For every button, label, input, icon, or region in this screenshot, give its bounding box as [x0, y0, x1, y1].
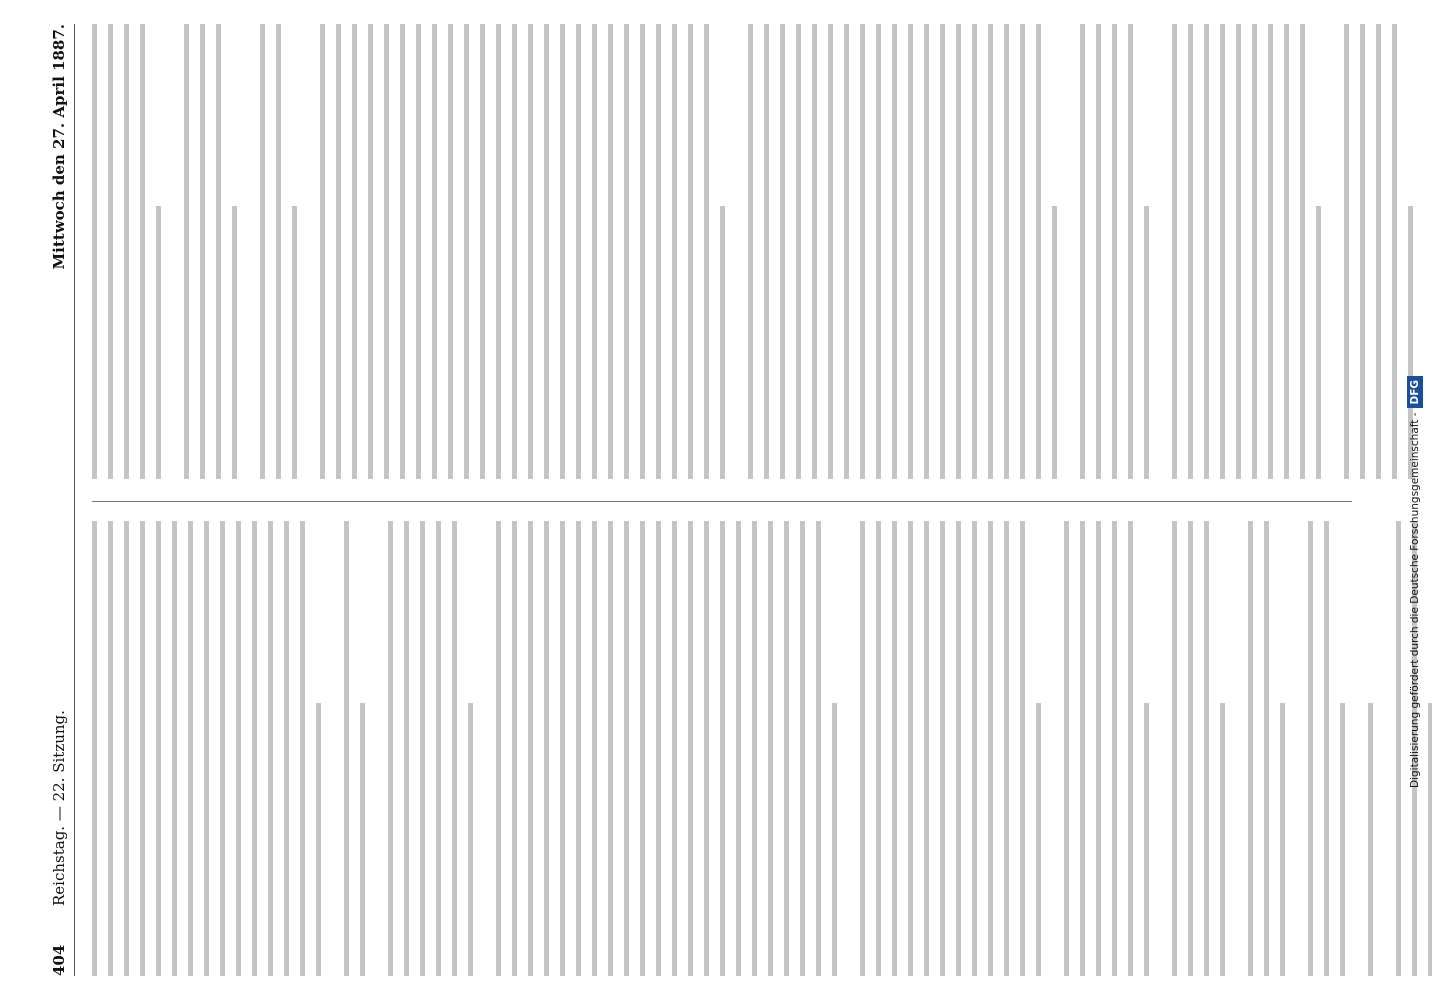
text-line-placeholder	[1112, 521, 1117, 976]
paragraph-gap	[376, 521, 388, 976]
text-line-placeholder	[1428, 703, 1432, 976]
text-line-placeholder	[924, 521, 929, 976]
text-line-placeholder	[1284, 24, 1289, 479]
text-line-placeholder	[1236, 24, 1241, 479]
text-line-placeholder	[268, 521, 273, 976]
text-line-placeholder	[252, 521, 257, 976]
text-line-placeholder	[748, 24, 753, 479]
column-divider	[92, 501, 1352, 502]
text-line-placeholder	[172, 521, 177, 976]
text-line-placeholder	[576, 521, 581, 976]
text-line-placeholder	[624, 521, 629, 976]
text-line-placeholder	[468, 703, 473, 976]
paragraph-gap	[848, 521, 860, 976]
text-line-placeholder	[752, 521, 757, 976]
text-line-placeholder	[1172, 24, 1177, 479]
text-line-placeholder	[988, 24, 993, 479]
text-line-placeholder	[124, 24, 129, 479]
text-line-placeholder	[956, 521, 961, 976]
text-line-placeholder	[876, 521, 881, 976]
text-line-placeholder	[832, 703, 837, 976]
text-line-placeholder	[828, 24, 833, 479]
text-line-placeholder	[1308, 521, 1313, 976]
text-line-placeholder	[796, 24, 801, 479]
text-line-placeholder	[360, 703, 365, 976]
text-line-placeholder	[892, 521, 897, 976]
text-line-placeholder	[108, 521, 113, 976]
text-line-placeholder	[1096, 521, 1101, 976]
text-line-placeholder	[940, 24, 945, 479]
text-line-placeholder	[940, 521, 945, 976]
text-line-placeholder	[1340, 703, 1345, 976]
right-column	[92, 24, 1352, 479]
text-line-placeholder	[736, 521, 741, 976]
text-line-placeholder	[720, 206, 725, 479]
text-line-placeholder	[188, 521, 193, 976]
text-line-placeholder	[284, 521, 289, 976]
text-line-placeholder	[844, 24, 849, 479]
text-line-placeholder	[140, 24, 145, 479]
text-line-placeholder	[300, 521, 305, 976]
text-line-placeholder	[528, 521, 533, 976]
text-line-placeholder	[448, 24, 453, 479]
text-line-placeholder	[860, 24, 865, 479]
text-line-placeholder	[640, 521, 645, 976]
text-line-placeholder	[1360, 24, 1365, 479]
paragraph-gap	[1384, 521, 1396, 976]
text-line-placeholder	[512, 24, 517, 479]
text-line-placeholder	[184, 24, 189, 479]
paragraph-gap	[1052, 521, 1064, 976]
text-line-placeholder	[464, 24, 469, 479]
text-line-placeholder	[688, 24, 693, 479]
text-line-placeholder	[496, 24, 501, 479]
text-line-placeholder	[1080, 24, 1085, 479]
text-line-placeholder	[1344, 24, 1349, 479]
text-line-placeholder	[1020, 521, 1025, 976]
text-line-placeholder	[656, 24, 661, 479]
text-line-placeholder	[232, 206, 237, 479]
text-line-placeholder	[384, 24, 389, 479]
text-line-placeholder	[1220, 24, 1225, 479]
text-line-placeholder	[1268, 24, 1273, 479]
text-line-placeholder	[1280, 703, 1285, 976]
text-line-placeholder	[1036, 703, 1041, 976]
text-line-placeholder	[972, 24, 977, 479]
text-line-placeholder	[480, 24, 485, 479]
text-line-placeholder	[200, 24, 205, 479]
text-line-placeholder	[1112, 24, 1117, 479]
text-line-placeholder	[816, 521, 821, 976]
text-line-placeholder	[812, 24, 817, 479]
text-line-placeholder	[216, 24, 221, 479]
text-line-placeholder	[316, 703, 321, 976]
text-line-placeholder	[972, 521, 977, 976]
paragraph-gap	[1356, 521, 1368, 976]
text-line-placeholder	[1220, 703, 1225, 976]
text-line-placeholder	[1392, 24, 1397, 479]
text-line-placeholder	[260, 24, 265, 479]
page-number: 404	[50, 944, 68, 976]
paragraph-gap	[172, 24, 184, 479]
text-line-placeholder	[544, 521, 549, 976]
text-line-placeholder	[1020, 24, 1025, 479]
text-line-placeholder	[1368, 703, 1373, 976]
text-line-placeholder	[344, 521, 349, 976]
text-line-placeholder	[292, 206, 297, 479]
text-line-placeholder	[1204, 521, 1209, 976]
text-line-placeholder	[784, 521, 789, 976]
text-line-placeholder	[656, 521, 661, 976]
text-line-placeholder	[1316, 206, 1321, 479]
text-line-placeholder	[688, 521, 693, 976]
text-line-placeholder	[420, 521, 425, 976]
text-line-placeholder	[908, 24, 913, 479]
text-line-placeholder	[1004, 24, 1009, 479]
text-line-placeholder	[576, 24, 581, 479]
text-line-placeholder	[496, 521, 501, 976]
text-line-placeholder	[276, 24, 281, 479]
left-column	[92, 521, 1352, 976]
text-line-placeholder	[1128, 24, 1133, 479]
dfg-badge: DFG	[1407, 376, 1423, 409]
text-line-placeholder	[92, 24, 97, 479]
text-line-placeholder	[1052, 206, 1057, 479]
text-line-placeholder	[432, 24, 437, 479]
text-line-placeholder	[924, 24, 929, 479]
text-line-placeholder	[1172, 521, 1177, 976]
text-line-placeholder	[1188, 24, 1193, 479]
text-line-placeholder	[1188, 521, 1193, 976]
text-line-placeholder	[704, 521, 709, 976]
text-line-placeholder	[876, 24, 881, 479]
paragraph-gap	[484, 521, 496, 976]
text-line-placeholder	[404, 521, 409, 976]
text-line-placeholder	[1376, 24, 1381, 479]
text-line-placeholder	[768, 521, 773, 976]
paragraph-gap	[332, 521, 344, 976]
text-line-placeholder	[1004, 521, 1009, 976]
text-line-placeholder	[640, 24, 645, 479]
text-line-placeholder	[908, 521, 913, 976]
text-line-placeholder	[1248, 521, 1253, 976]
text-line-placeholder	[608, 521, 613, 976]
text-line-placeholder	[1064, 521, 1069, 976]
text-line-placeholder	[352, 24, 357, 479]
header-right-text: Mittwoch den 27. April 1887.	[50, 24, 68, 270]
text-line-placeholder	[1300, 24, 1305, 479]
paragraph-gap	[248, 24, 260, 479]
digitization-credit	[1404, 8, 1426, 788]
text-line-placeholder	[220, 521, 225, 976]
text-line-placeholder	[140, 521, 145, 976]
text-line-placeholder	[560, 24, 565, 479]
text-line-placeholder	[780, 24, 785, 479]
text-line-placeholder	[800, 521, 805, 976]
paragraph-gap	[736, 24, 748, 479]
text-line-placeholder	[156, 206, 161, 479]
text-line-placeholder	[1144, 703, 1149, 976]
text-line-placeholder	[416, 24, 421, 479]
text-line-placeholder	[1324, 521, 1329, 976]
paragraph-gap	[1160, 521, 1172, 976]
running-header	[44, 24, 75, 976]
text-line-placeholder	[860, 521, 865, 976]
paragraph-gap	[1332, 24, 1344, 479]
paragraph-gap	[1296, 521, 1308, 976]
text-line-placeholder	[528, 24, 533, 479]
paragraph-gap	[1160, 24, 1172, 479]
text-line-placeholder	[624, 24, 629, 479]
text-line-placeholder	[156, 521, 161, 976]
text-line-placeholder	[512, 521, 517, 976]
text-line-placeholder	[1264, 521, 1269, 976]
text-line-placeholder	[1144, 206, 1149, 479]
text-line-placeholder	[92, 521, 97, 976]
paragraph-gap	[1068, 24, 1080, 479]
text-line-placeholder	[592, 24, 597, 479]
text-line-placeholder	[1036, 24, 1041, 479]
text-line-placeholder	[124, 521, 129, 976]
text-line-placeholder	[320, 24, 325, 479]
text-line-placeholder	[1252, 24, 1257, 479]
text-line-placeholder	[720, 521, 725, 976]
text-line-placeholder	[608, 24, 613, 479]
text-line-placeholder	[560, 521, 565, 976]
text-line-placeholder	[956, 24, 961, 479]
text-line-placeholder	[544, 24, 549, 479]
text-line-placeholder	[204, 521, 209, 976]
text-line-placeholder	[1396, 521, 1401, 976]
credit-text: Digitalisierung gefördert durch die Deutsche Forschungsgemeinschaft -	[1409, 412, 1421, 788]
paragraph-gap	[1236, 521, 1248, 976]
text-line-placeholder	[704, 24, 709, 479]
paragraph-gap	[308, 24, 320, 479]
text-line-placeholder	[592, 521, 597, 976]
text-line-placeholder	[452, 521, 457, 976]
text-line-placeholder	[1096, 24, 1101, 479]
text-line-placeholder	[436, 521, 441, 976]
text-line-placeholder	[236, 521, 241, 976]
text-line-placeholder	[892, 24, 897, 479]
header-left-text: Reichstag. — 22. Sitzung.	[50, 710, 68, 906]
text-line-placeholder	[988, 521, 993, 976]
text-line-placeholder	[388, 521, 393, 976]
text-line-placeholder	[1080, 521, 1085, 976]
text-line-placeholder	[672, 521, 677, 976]
text-line-placeholder	[1204, 24, 1209, 479]
text-line-placeholder	[764, 24, 769, 479]
text-line-placeholder	[336, 24, 341, 479]
text-line-placeholder	[368, 24, 373, 479]
text-line-placeholder	[672, 24, 677, 479]
text-line-placeholder	[108, 24, 113, 479]
text-line-placeholder	[1128, 521, 1133, 976]
text-line-placeholder	[400, 24, 405, 479]
